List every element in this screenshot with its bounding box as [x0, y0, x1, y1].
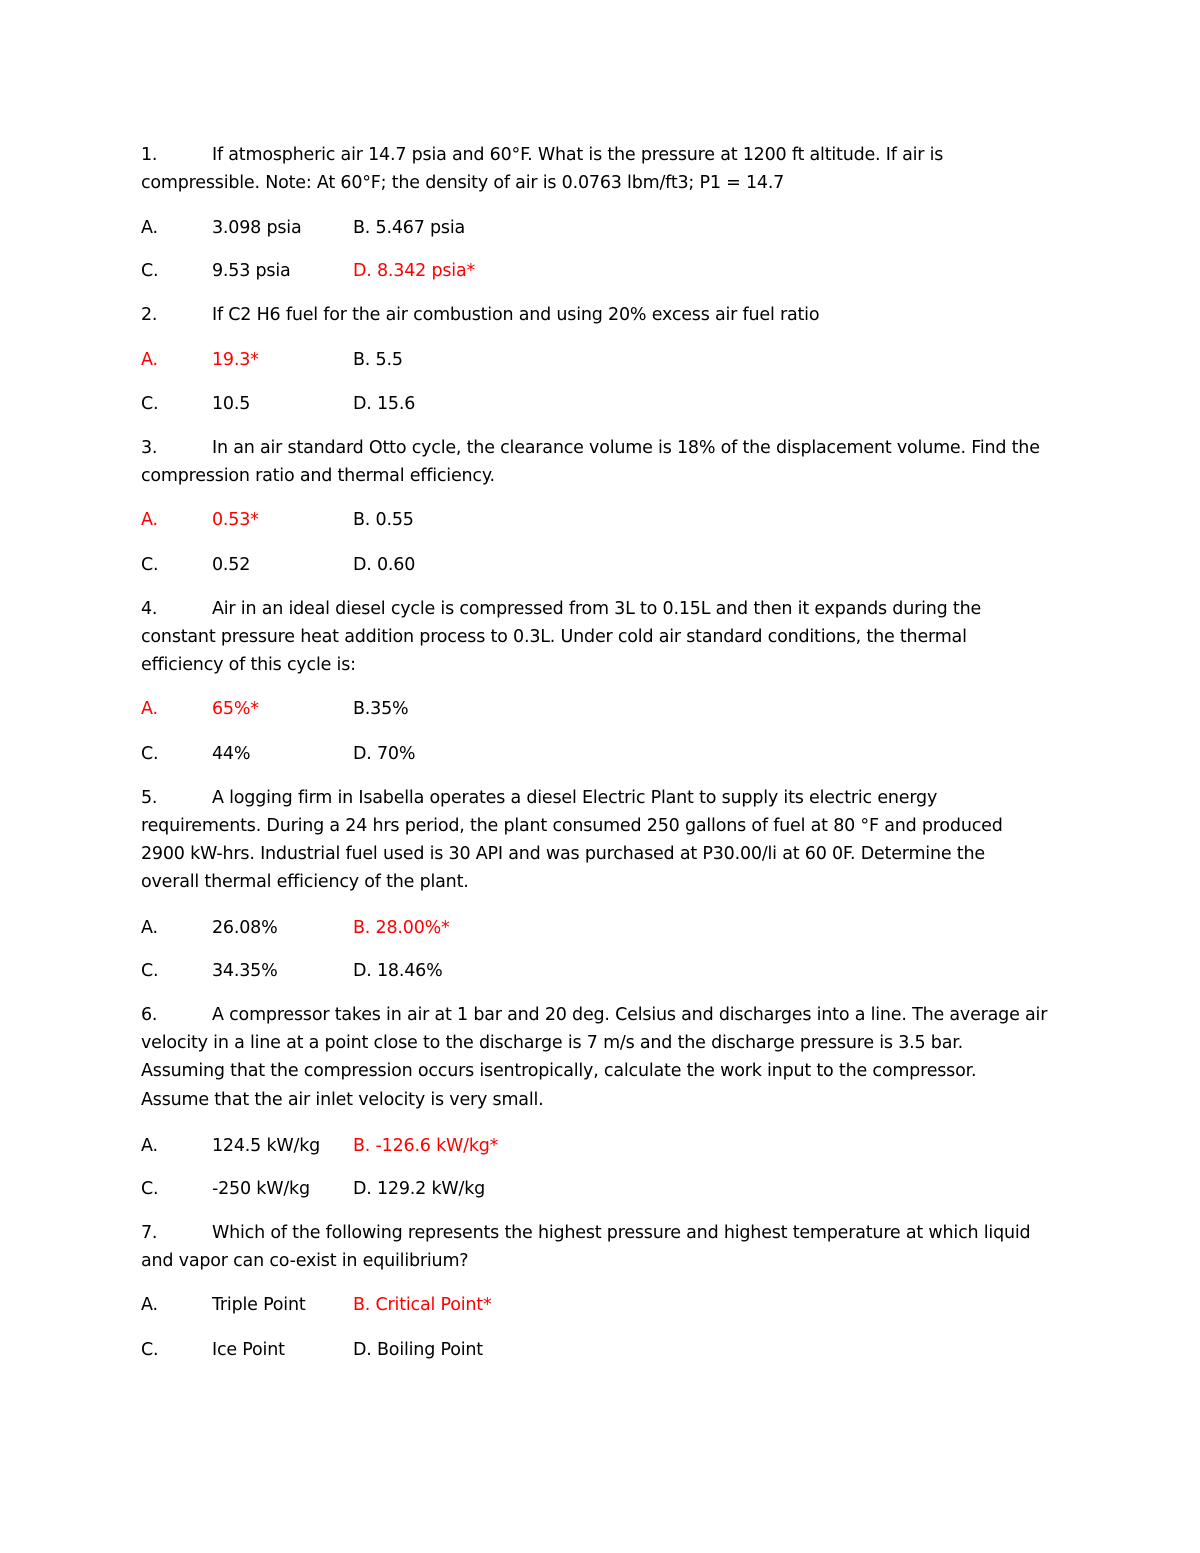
question-number: 4.	[141, 599, 158, 619]
option-letter: A.	[141, 918, 158, 938]
question-text-continued: compression ratio and thermal efficiency.	[141, 466, 495, 486]
option-value: 44%	[212, 744, 251, 764]
question-text-continued: constant pressure heat addition process to 0.3L. Under cold air standard conditions, the thermal	[141, 627, 967, 647]
option-value: B. 28.00%*	[353, 918, 450, 938]
question-text-continued: overall thermal efficiency of the plant.	[141, 872, 469, 892]
option-value: B. 5.467 psia	[353, 218, 466, 238]
option-letter: A.	[141, 350, 158, 370]
question-number: 7.	[141, 1223, 158, 1243]
option-value: Triple Point	[212, 1295, 306, 1315]
question-text: If atmospheric air 14.7 psia and 60°F. What is the pressure at 1200 ft altitude. If air is	[212, 145, 944, 165]
question-text-continued: 2900 kW-hrs. Industrial fuel used is 30 API and was purchased at P30.00/li at 60 0F. Determine the	[141, 844, 985, 864]
option-value: B. Critical Point*	[353, 1295, 492, 1315]
option-letter: C.	[141, 394, 159, 414]
option-value: D. Boiling Point	[353, 1340, 483, 1360]
option-value: 10.5	[212, 394, 251, 414]
question-text-continued: compressible. Note: At 60°F; the density of air is 0.0763 lbm/ft3; P1 = 14.7	[141, 173, 785, 193]
option-letter: A.	[141, 510, 158, 530]
option-value: D. 0.60	[353, 555, 416, 575]
question-text: If C2 H6 fuel for the air combustion and using 20% excess air fuel ratio	[212, 305, 820, 325]
question-text-continued: Assuming that the compression occurs isentropically, calculate the work input to the compressor.	[141, 1061, 977, 1081]
option-value: 0.52	[212, 555, 251, 575]
option-letter: C.	[141, 744, 159, 764]
option-value: 3.098 psia	[212, 218, 302, 238]
option-value: 0.53*	[212, 510, 259, 530]
option-value: D. 8.342 psia*	[353, 261, 476, 281]
option-value: 9.53 psia	[212, 261, 291, 281]
option-letter: C.	[141, 961, 159, 981]
option-value: Ice Point	[212, 1340, 285, 1360]
option-letter: A.	[141, 1136, 158, 1156]
option-value: B. -126.6 kW/kg*	[353, 1136, 499, 1156]
option-letter: C.	[141, 555, 159, 575]
option-value: 34.35%	[212, 961, 278, 981]
option-value: D. 129.2 kW/kg	[353, 1179, 486, 1199]
question-text-continued: velocity in a line at a point close to the discharge is 7 m/s and the discharge pressure is 3.5 bar.	[141, 1033, 963, 1053]
question-number: 1.	[141, 145, 158, 165]
question-text: A logging firm in Isabella operates a diesel Electric Plant to supply its electric energy	[212, 788, 938, 808]
question-text: In an air standard Otto cycle, the clearance volume is 18% of the displacement volume. Find the	[212, 438, 1040, 458]
option-value: -250 kW/kg	[212, 1179, 310, 1199]
option-value: D. 15.6	[353, 394, 416, 414]
question-text-continued: and vapor can co-exist in equilibrium?	[141, 1251, 469, 1271]
question-text-continued: Assume that the air inlet velocity is very small.	[141, 1090, 544, 1110]
option-value: B.35%	[353, 699, 409, 719]
option-value: B. 0.55	[353, 510, 414, 530]
option-value: D. 70%	[353, 744, 416, 764]
option-letter: A.	[141, 1295, 158, 1315]
question-number: 6.	[141, 1005, 158, 1025]
option-value: D. 18.46%	[353, 961, 443, 981]
question-text: A compressor takes in air at 1 bar and 20 deg. Celsius and discharges into a line. The average air	[212, 1005, 1048, 1025]
question-text-continued: requirements. During a 24 hrs period, the plant consumed 250 gallons of fuel at 80 °F and produced	[141, 816, 1003, 836]
question-number: 5.	[141, 788, 158, 808]
option-value: 26.08%	[212, 918, 278, 938]
question-text: Air in an ideal diesel cycle is compressed from 3L to 0.15L and then it expands during the	[212, 599, 982, 619]
option-value: 65%*	[212, 699, 259, 719]
option-letter: C.	[141, 261, 159, 281]
option-value: 124.5 kW/kg	[212, 1136, 321, 1156]
question-number: 3.	[141, 438, 158, 458]
option-value: 19.3*	[212, 350, 259, 370]
option-value: B. 5.5	[353, 350, 403, 370]
option-letter: A.	[141, 699, 158, 719]
question-text-continued: efficiency of this cycle is:	[141, 655, 356, 675]
question-text: Which of the following represents the highest pressure and highest temperature at which liquid	[212, 1223, 1031, 1243]
question-number: 2.	[141, 305, 158, 325]
option-letter: A.	[141, 218, 158, 238]
option-letter: C.	[141, 1179, 159, 1199]
option-letter: C.	[141, 1340, 159, 1360]
